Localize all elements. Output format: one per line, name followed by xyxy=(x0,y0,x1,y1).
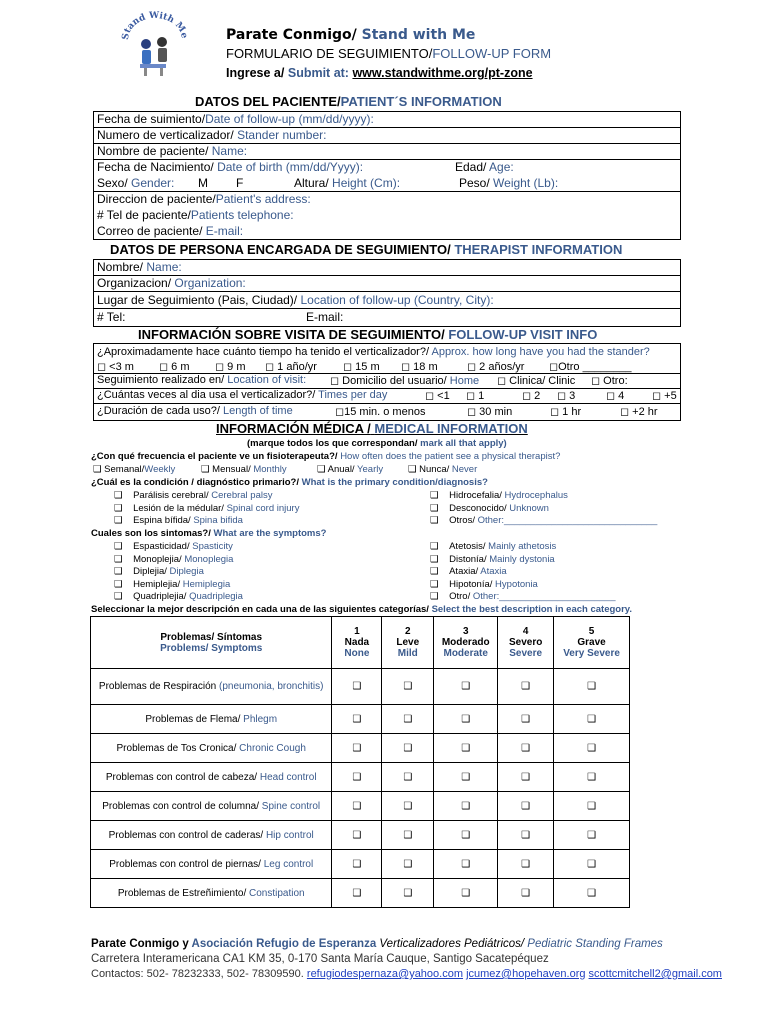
symp-option-right-1[interactable]: ❑ Distonía/ Mainly dystonia xyxy=(430,553,555,565)
checkbox-icon[interactable]: ❑ xyxy=(114,541,123,552)
checkbox-icon[interactable]: ❑ xyxy=(430,591,439,603)
severity-checkbox-3[interactable] xyxy=(434,669,498,705)
checkbox-icon[interactable]: ❑ xyxy=(403,742,413,754)
checkbox-icon[interactable]: ❑ xyxy=(352,742,362,754)
stander-duration-question: ¿Aproximadamente hace cuánto tiempo ha tenido el verticalizador?/ Approx. how long have you had the stander? xyxy=(97,346,650,358)
severity-checkbox-3[interactable] xyxy=(434,734,498,763)
table-row xyxy=(91,821,630,850)
checkbox-icon[interactable]: ❑ xyxy=(403,887,413,899)
severity-checkbox-2[interactable] xyxy=(382,705,434,734)
severity-header-1: 1 Nada None xyxy=(332,617,382,669)
email-link-scott[interactable]: scottcmitchell2@gmail.com xyxy=(588,968,722,980)
severity-checkbox-2[interactable] xyxy=(382,879,434,908)
checkbox-icon[interactable]: ❑ xyxy=(403,771,413,783)
times-per-day-row[interactable]: ¿Cuántas veces al dia usa el verticalizador?/ Times per day ◻ <1 ◻ 1 ◻ 2 ◻ 3 ◻ 4 ◻ +5 xyxy=(97,389,677,402)
symptoms-question: Cuales son los sintomas?/ What are the symptoms? xyxy=(91,528,327,539)
severity-checkbox-5[interactable] xyxy=(554,669,630,705)
logo xyxy=(120,10,190,78)
severity-checkbox-3[interactable] xyxy=(434,763,498,792)
patient-telephone-field[interactable]: # Tel de paciente/Patients telephone: xyxy=(97,208,294,222)
severity-checkbox-1[interactable] xyxy=(332,669,382,705)
cond-option-left-1[interactable]: ❑ Lesión de la médular/ Spinal cord injury xyxy=(114,502,300,514)
checkbox-icon[interactable]: ❑ xyxy=(587,829,597,841)
table-row xyxy=(91,792,630,821)
therapist-organization-field[interactable]: Organizacion/ Organization: xyxy=(94,276,680,292)
severity-checkbox-3[interactable] xyxy=(434,850,498,879)
select-best-instruction: Seleccionar la mejor descripción en cada una de las siguientes categorías/ Select the best description in each category. xyxy=(91,604,633,615)
severity-checkbox-1[interactable] xyxy=(332,879,382,908)
problem-label: Problemas de Tos Cronica/ Chronic Cough xyxy=(91,734,332,763)
severity-checkbox-4[interactable] xyxy=(498,792,554,821)
sex-height-weight-row[interactable]: Sexo/ Gender: M F Altura/ Height (Cm): Peso/ Weight (Lb): xyxy=(94,176,680,192)
severity-checkbox-5[interactable] xyxy=(554,850,630,879)
checkbox-icon[interactable]: ❑ xyxy=(461,681,471,692)
problem-label: Problemas con control de columna/ Spine control xyxy=(91,792,332,821)
checkbox-icon[interactable]: ❑ xyxy=(461,742,471,754)
email-link-jcumez[interactable]: jcumez@hopehaven.org xyxy=(466,968,586,980)
submit-link[interactable]: www.standwithme.org/pt-zone xyxy=(352,66,533,80)
problem-label: Problemas de Estreñimiento/ Constipation xyxy=(91,879,332,908)
table-row xyxy=(91,763,630,792)
problem-label: Problemas con control de caderas/ Hip control xyxy=(91,821,332,850)
checkbox-icon[interactable]: ❑ xyxy=(430,541,439,552)
problem-label: Problemas de Flema/ Phlegm xyxy=(91,705,332,734)
severity-checkbox-4[interactable] xyxy=(498,850,554,879)
symp-option-left-1[interactable]: ❑ Monoplejia/ Monoplegia xyxy=(114,553,234,565)
symp-option-right-0[interactable]: ❑ Atetosis/ Mainly athetosis xyxy=(430,541,557,552)
problem-label: Problemas de Respiración (pneumonia, bronchitis) xyxy=(91,669,332,705)
checkbox-icon[interactable]: ❑ xyxy=(430,515,439,526)
header-submit: Ingrese a/ Submit at: www.standwithme.org/pt-zone xyxy=(226,66,533,80)
therapist-info-box xyxy=(93,259,681,327)
severity-checkbox-4[interactable] xyxy=(498,821,554,850)
checkbox-icon[interactable]: ❑ xyxy=(587,713,597,725)
severity-checkbox-2[interactable] xyxy=(382,792,434,821)
sex-f-option: F xyxy=(236,176,244,190)
footer-contacts: Contactos: 502- 78232333, 502- 78309590. refugiodespernaza@yahoo.com jcumez@hopehaven.org scottcmitchell2@gmail.com xyxy=(91,968,722,980)
checkbox-icon[interactable]: ❑ xyxy=(114,490,123,501)
checkbox-icon[interactable]: ❑ xyxy=(587,771,597,783)
table-row xyxy=(91,734,630,763)
severity-header-4: 4 Severo Severe xyxy=(498,617,554,669)
symp-option-right-3[interactable]: ❑ Hipotonía/ Hypotonia xyxy=(430,578,538,590)
severity-header-2: 2 Leve Mild xyxy=(382,617,434,669)
checkbox-icon[interactable]: ❑ xyxy=(521,800,531,812)
checkbox-icon[interactable]: ❑ xyxy=(521,742,531,754)
checkbox-icon[interactable]: ❑ xyxy=(352,713,362,725)
severity-checkbox-1[interactable] xyxy=(332,792,382,821)
severity-checkbox-1[interactable] xyxy=(332,734,382,763)
severity-checkbox-2[interactable] xyxy=(382,850,434,879)
checkbox-icon[interactable]: ❑ xyxy=(461,771,471,783)
checkbox-icon[interactable]: ❑ xyxy=(461,858,471,870)
checkbox-icon[interactable]: ❑ xyxy=(587,800,597,812)
severity-header-5: 5 Grave Very Severe xyxy=(554,617,630,669)
freq-never-checkbox[interactable]: ❑ Nunca/ Never xyxy=(408,464,478,475)
severity-checkbox-5[interactable] xyxy=(554,879,630,908)
checkbox-icon[interactable]: ❑ xyxy=(114,502,123,514)
cond-option-left-0[interactable]: ❑ Parálisis cerebral/ Cerebral palsy xyxy=(114,490,273,501)
therapist-name-field[interactable]: Nombre/ Name: xyxy=(94,260,680,276)
severity-header-3: 3 Moderado Moderate xyxy=(434,617,498,669)
checkbox-icon[interactable]: ❑ xyxy=(352,771,362,783)
severity-checkbox-3[interactable] xyxy=(434,821,498,850)
checkbox-icon[interactable]: ❑ xyxy=(521,858,531,870)
severity-checkbox-5[interactable] xyxy=(554,705,630,734)
visit-section-title: INFORMACIÓN SOBRE VISITA DE SEGUIMIENTO/ FOLLOW-UP VISIT INFO xyxy=(138,327,598,342)
checkbox-icon[interactable]: ❑ xyxy=(403,829,413,841)
checkbox-icon[interactable]: ❑ xyxy=(430,578,439,590)
checkbox-icon[interactable]: ❑ xyxy=(521,771,531,783)
checkbox-icon[interactable]: ❑ xyxy=(587,742,597,754)
length-of-time-row[interactable]: ¿Duración de cada uso?/ Length of time ◻15 min. o menos ◻ 30 min ◻ 1 hr ◻ +2 hr xyxy=(97,405,658,418)
checkbox-icon[interactable]: ❑ xyxy=(114,591,123,603)
visit-location-row[interactable]: Seguimiento realizado en/ Location of visit: ◻ Domicilio del usuario/ Home ◻ Clinica/ Clinic ◻ Otro: xyxy=(97,374,628,387)
checkbox-icon[interactable]: ❑ xyxy=(461,713,471,725)
severity-checkbox-3[interactable] xyxy=(434,792,498,821)
patient-section-title: DATOS DEL PACIENTE/PATIENT´S INFORMATION xyxy=(195,94,502,109)
checkbox-icon[interactable]: ❑ xyxy=(352,681,362,692)
severity-checkbox-2[interactable] xyxy=(382,821,434,850)
table-row xyxy=(91,705,630,734)
symptom-severity-table xyxy=(90,616,630,908)
medical-subtitle: (marque todos los que correspondan/ mark all that apply) xyxy=(247,438,507,449)
checkbox-icon[interactable]: ❑ xyxy=(587,858,597,870)
cond-option-right-1[interactable]: ❑ Desconocido/ Unknown xyxy=(430,502,549,514)
severity-checkbox-3[interactable] xyxy=(434,879,498,908)
therapist-section-title: DATOS DE PERSONA ENCARGADA DE SEGUIMIENTO/ THERAPIST INFORMATION xyxy=(110,242,623,257)
cond-option-right-2[interactable]: ❑ Otros/ Other:_____________________________ xyxy=(430,515,658,526)
checkbox-icon[interactable]: ❑ xyxy=(352,800,362,812)
severity-checkbox-1[interactable] xyxy=(332,763,382,792)
severity-checkbox-1[interactable] xyxy=(332,705,382,734)
freq-weekly-checkbox[interactable]: ❑ Semanal/Weekly xyxy=(93,464,176,475)
problem-label: Problemas con control de cabeza/ Head control xyxy=(91,763,332,792)
table-row xyxy=(91,879,630,908)
checkbox-icon[interactable]: ❑ xyxy=(587,887,597,899)
dob-age-row[interactable]: Fecha de Nacimiento/ Date of birth (mm/dd/Yyyy): Edad/ Age: xyxy=(97,160,514,174)
freq-monthly-checkbox[interactable]: ❑ Mensual/ Monthly xyxy=(201,464,287,475)
logo-text: Stand With Me xyxy=(120,10,190,41)
severity-checkbox-1[interactable] xyxy=(332,821,382,850)
checkbox-icon[interactable]: ❑ xyxy=(521,887,531,899)
table-row xyxy=(91,669,630,705)
sex-m-option: M xyxy=(198,176,208,190)
checkbox-icon[interactable]: ❑ xyxy=(114,566,123,578)
checkbox-icon[interactable]: ❑ xyxy=(352,829,362,841)
symp-option-left-2[interactable]: ❑ Diplejia/ Diplegia xyxy=(114,566,204,578)
severity-checkbox-4[interactable] xyxy=(498,669,554,705)
checkbox-icon[interactable]: ❑ xyxy=(430,553,439,565)
medical-section-title: INFORMACIÓN MÉDICA / MEDICAL INFORMATION xyxy=(216,421,528,436)
problems-header: Problemas/ Síntomas Problems/ Symptoms xyxy=(91,617,332,669)
problem-label: Problemas con control de piernas/ Leg control xyxy=(91,850,332,879)
checkbox-icon[interactable]: ❑ xyxy=(521,829,531,841)
checkbox-icon[interactable]: ❑ xyxy=(521,713,531,725)
checkbox-icon[interactable]: ❑ xyxy=(114,578,123,590)
checkbox-icon[interactable]: ❑ xyxy=(352,858,362,870)
severity-checkbox-4[interactable] xyxy=(498,705,554,734)
checkbox-icon[interactable]: ❑ xyxy=(461,800,471,812)
symp-option-left-3[interactable]: ❑ Hemiplejia/ Hemiplegia xyxy=(114,578,231,590)
symp-option-left-0[interactable]: ❑ Espasticidad/ Spasticity xyxy=(114,541,233,552)
severity-checkbox-2[interactable] xyxy=(382,669,434,705)
checkbox-icon[interactable]: ❑ xyxy=(461,887,471,899)
checkbox-icon[interactable]: ❑ xyxy=(403,681,413,692)
header-title: Parate Conmigo/ Stand with Me xyxy=(226,27,476,43)
patient-email-field[interactable]: Correo de paciente/ E-mail: xyxy=(97,224,244,238)
severity-checkbox-4[interactable] xyxy=(498,734,554,763)
diagnosis-question: ¿Cuál es la condición / diagnóstico primario?/ What is the primary condition/diagnosis? xyxy=(91,477,488,488)
table-header-row xyxy=(91,617,630,669)
table-row xyxy=(91,850,630,879)
checkbox-icon[interactable]: ❑ xyxy=(114,515,123,526)
cond-option-right-0[interactable]: ❑ Hidrocefalia/ Hydrocephalus xyxy=(430,490,568,501)
severity-checkbox-1[interactable] xyxy=(332,850,382,879)
symp-option-left-4[interactable]: ❑ Quadriplejia/ Quadriplegia xyxy=(114,591,243,603)
therapist-contact-row[interactable]: # Tel: E-mail: xyxy=(97,310,344,324)
svg-text:Stand With Me xyxy=(121,11,189,41)
patient-name-field[interactable]: Nombre de paciente/ Name: xyxy=(94,144,680,160)
visit-info-box: ¿Aproximadamente hace cuánto tiempo ha tenido el verticalizador?/ Approx. how long have you had the stander? ◻ <3 m ◻ 6 m ◻ 9 m ◻ 1 año/yr ◻ 15 m ◻ 18 m ◻ 2 años/yr ◻Otro ________ Seguimiento realizado en/ Location of visit: ◻ Domicilio del usuario/ Home ◻ Clinica/ Clinic ◻ Otro: ¿Cuántas veces al dia usa el verticalizador?/ Times per day ◻ <1 ◻ 1 ◻ 2 ◻ 3 ◻ 4 ◻ +5 ¿Duración de cada uso?/ Length of time ◻15 min. o menos ◻ 30 min ◻ 1 hr ◻ +2 hr xyxy=(93,343,681,421)
severity-checkbox-5[interactable] xyxy=(554,763,630,792)
severity-checkbox-5[interactable] xyxy=(554,792,630,821)
footer-org-line: Parate Conmigo y Asociación Refugio de Esperanza Verticalizadores Pediátricos/ Pediatric Standing Frames xyxy=(91,938,663,950)
therapist-location-field[interactable]: Lugar de Seguimiento (Pais, Ciudad)/ Location of follow-up (Country, City): xyxy=(94,293,680,309)
severity-checkbox-2[interactable] xyxy=(382,734,434,763)
severity-checkbox-3[interactable] xyxy=(434,705,498,734)
severity-checkbox-4[interactable] xyxy=(498,763,554,792)
therapy-frequency-question: ¿Con qué frecuencia el paciente ve un fisioterapeuta?/ How often does the patient see a physical therapist? xyxy=(91,451,561,462)
stander-number-field[interactable]: Numero de verticalizador/ Stander number: xyxy=(94,128,680,144)
severity-checkbox-5[interactable] xyxy=(554,734,630,763)
patient-info-box xyxy=(93,111,681,240)
checkbox-icon[interactable]: ❑ xyxy=(403,713,413,725)
checkbox-icon[interactable]: ❑ xyxy=(430,566,439,578)
severity-checkbox-4[interactable] xyxy=(498,879,554,908)
followup-date-field[interactable]: Fecha de suimiento/Date of follow-up (mm/dd/yyyy): xyxy=(94,112,680,128)
patient-address-field[interactable]: Direccion de paciente/Patient's address: xyxy=(97,192,311,206)
checkbox-icon[interactable]: ❑ xyxy=(430,490,439,501)
checkbox-icon[interactable]: ❑ xyxy=(521,681,531,692)
checkbox-icon[interactable]: ❑ xyxy=(461,829,471,841)
freq-yearly-checkbox[interactable]: ❑ Anual/ Yearly xyxy=(317,464,384,475)
checkbox-icon[interactable]: ❑ xyxy=(430,502,439,514)
footer-address: Carretera Interamericana CA1 KM 35, 0-170 Santa María Cauque, Santigo Sacatepéquez xyxy=(91,953,549,965)
severity-checkbox-2[interactable] xyxy=(382,763,434,792)
checkbox-icon[interactable]: ❑ xyxy=(114,553,123,565)
checkbox-icon[interactable]: ❑ xyxy=(352,887,362,899)
header-form-title: FORMULARIO DE SEGUIMIENTO/FOLLOW-UP FORM xyxy=(226,46,552,61)
email-link-refugio[interactable]: refugiodespernaza@yahoo.com xyxy=(306,968,464,980)
symp-option-right-2[interactable]: ❑ Ataxia/ Ataxia xyxy=(430,566,507,578)
symp-option-right-4[interactable]: ❑ Otro/ Other:______________________ xyxy=(430,591,616,603)
checkbox-icon[interactable]: ❑ xyxy=(403,800,413,812)
checkbox-icon[interactable]: ❑ xyxy=(587,681,597,692)
checkbox-icon[interactable]: ❑ xyxy=(403,858,413,870)
severity-checkbox-5[interactable] xyxy=(554,821,630,850)
cond-option-left-2[interactable]: ❑ Espina bífida/ Spina bifida xyxy=(114,515,243,526)
